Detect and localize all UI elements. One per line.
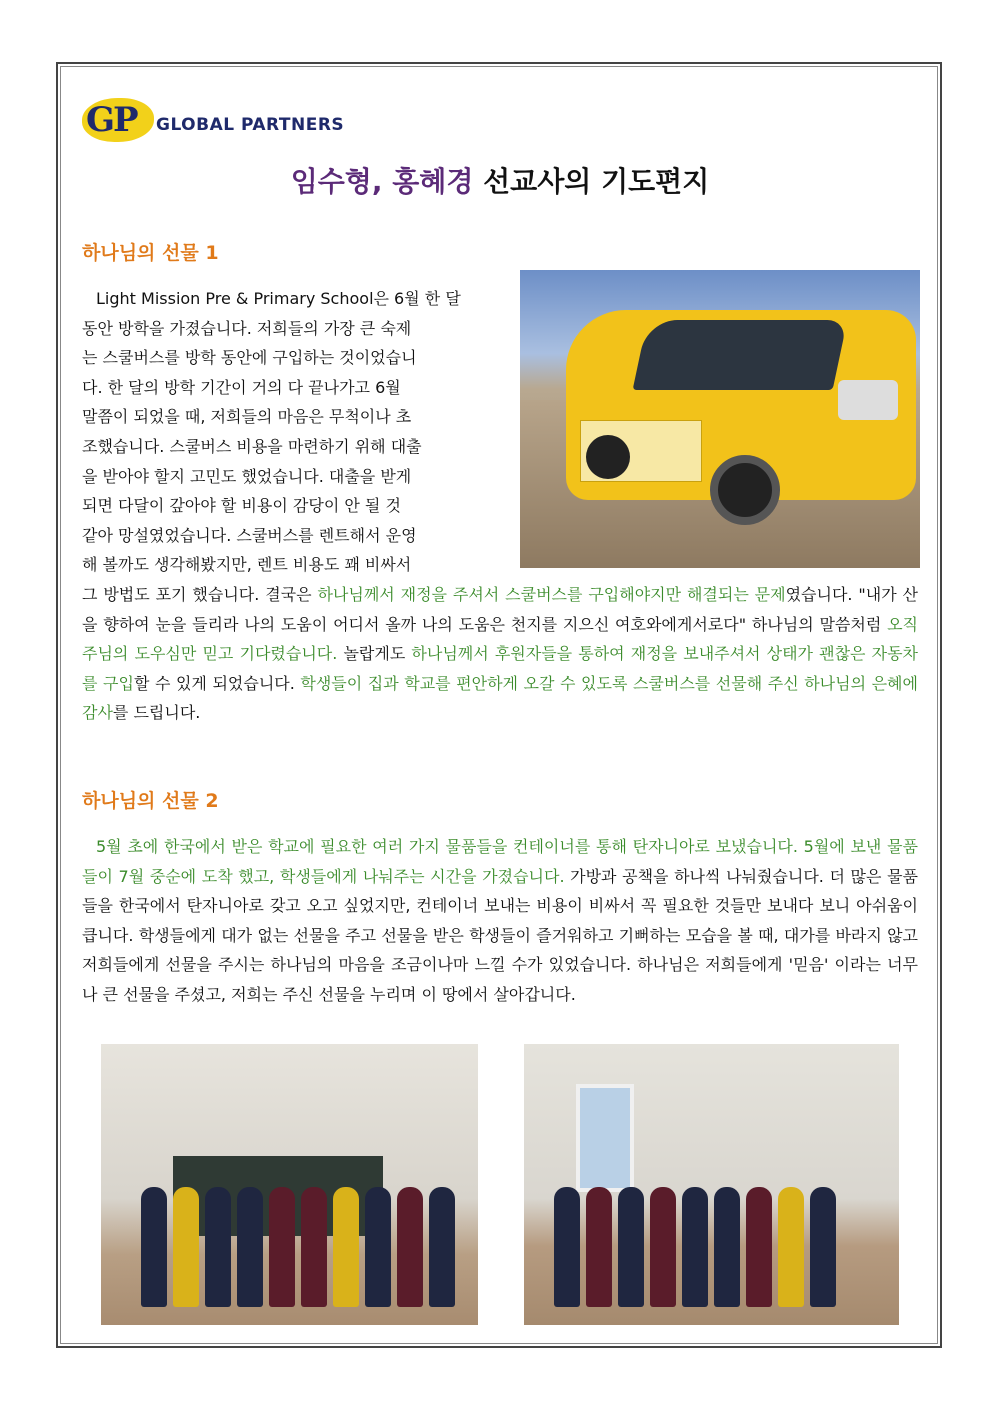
text-run: 놀랍게도 xyxy=(337,644,412,664)
gp-logo-mark xyxy=(82,96,154,144)
intro-line: Light Mission Pre & Primary School은 6월 한 달 xyxy=(96,289,461,308)
section-1-body xyxy=(82,580,918,728)
section-1-intro xyxy=(82,284,504,580)
text-run: 할 수 있게 되었습니다. xyxy=(133,673,301,693)
classroom-photo-2 xyxy=(524,1044,899,1325)
intro-line: 같아 망설였었습니다. 스쿨버스를 렌트해서 운영 xyxy=(82,525,417,545)
text-run: 그 방법도 포기 했습니다. 결국은 xyxy=(82,585,318,604)
intro-line: 말쯤이 되었을 때, 저희들의 마음은 무척이나 초 xyxy=(82,407,412,427)
text-run: 가방과 공책을 하나씩 나눠줬습니다. 더 많은 물품들을 한국에서 탄자니아로 갖고 오고 싶었지만, 컨테이너 보내는 비용이 비싸서 꼭 필요한 것들만 보내다 보니 아쉬움이 큽니다. 학생들에게 대가 없는 선물을 주고 선물을 받은 학생들이 즐거워하고 기뻐하는 모습을 볼 때, 대가를 바라지 않고 저희들에게 선물을 주시는 하나님의 마음을 조금이나마 느낄 수가 있었습니다. 하나님은 저희들에게 '믿음' 이라는 너무나 큰 선물을 주셨고, 저희는 주신 선물을 누리며 이 땅에서 살아갑니다. xyxy=(82,866,918,1004)
section-1-heading: 하나님의 선물 1 xyxy=(82,242,219,264)
missionary-names: 임수형, 홍혜경 xyxy=(290,165,474,198)
global-partners-logo xyxy=(82,92,344,148)
intro-line: 동안 방학을 가졌습니다. 저희들의 가장 큰 숙제 xyxy=(82,318,412,338)
highlight-run: 5월 초에 한국에서 받은 학교에 필요한 여러 가지 물품들을 컨테이너를 통해 탄자니아로 보냈습니다. 5월에 보낸 물품들이 7월 중순에 도착 했고, 학생들에게 나눠주는 시간을 가졌습니다. xyxy=(82,837,918,886)
classroom-photo-1 xyxy=(101,1044,478,1325)
highlight-run: 학생들이 집과 학교를 편안하게 오갈 수 있도록 스쿨버스를 선물해 주신 하나님의 은혜에 감사 xyxy=(82,673,918,723)
intro-line: 다. 한 달의 방학 기간이 거의 다 끝나가고 6월 xyxy=(82,377,401,397)
intro-line: 해 볼까도 생각해봤지만, 렌트 비용도 꽤 비싸서 xyxy=(82,555,412,575)
intro-line: 을 받아야 할지 고민도 했었습니다. 대출을 받게 xyxy=(82,466,412,486)
school-van-photo xyxy=(520,270,920,568)
highlight-run: 하나님께서 재정을 주셔서 스쿨버스를 구입해야지만 해결되는 문제 xyxy=(317,585,786,604)
title-rest: 선교사의 기도편지 xyxy=(473,165,710,198)
text-run: 를 드립니다. xyxy=(112,703,201,723)
highlight-run: 하나님께서 후원자들을 통하여 재정을 보내주셔서 상태가 괜찮은 자동차를 구입 xyxy=(82,644,919,693)
text-run: 였습니다. "내가 산을 향하여 눈을 들리라 나의 도움이 어디서 올까 나의 도움은 천지를 지으신 여호와에게서로다" 하나님의 말씀처럼 xyxy=(82,585,918,634)
intro-line: 는 스쿨버스를 방학 동안에 구입하는 것이었습니 xyxy=(82,348,417,368)
section-2-heading: 하나님의 선물 2 xyxy=(82,790,219,812)
logo-mark-text: GP xyxy=(86,100,137,140)
highlight-run: 오직 주님의 도우심만 믿고 기다렸습니다. xyxy=(82,614,918,664)
intro-line: 되면 다달이 갚아야 할 비용이 감당이 안 될 것 xyxy=(82,496,401,516)
page-title xyxy=(0,160,1000,200)
section-2-body xyxy=(82,832,918,1010)
intro-line: 조했습니다. 스쿨버스 비용을 마련하기 위해 대출 xyxy=(82,436,422,456)
logo-name: GLOBAL PARTNERS xyxy=(156,115,345,135)
